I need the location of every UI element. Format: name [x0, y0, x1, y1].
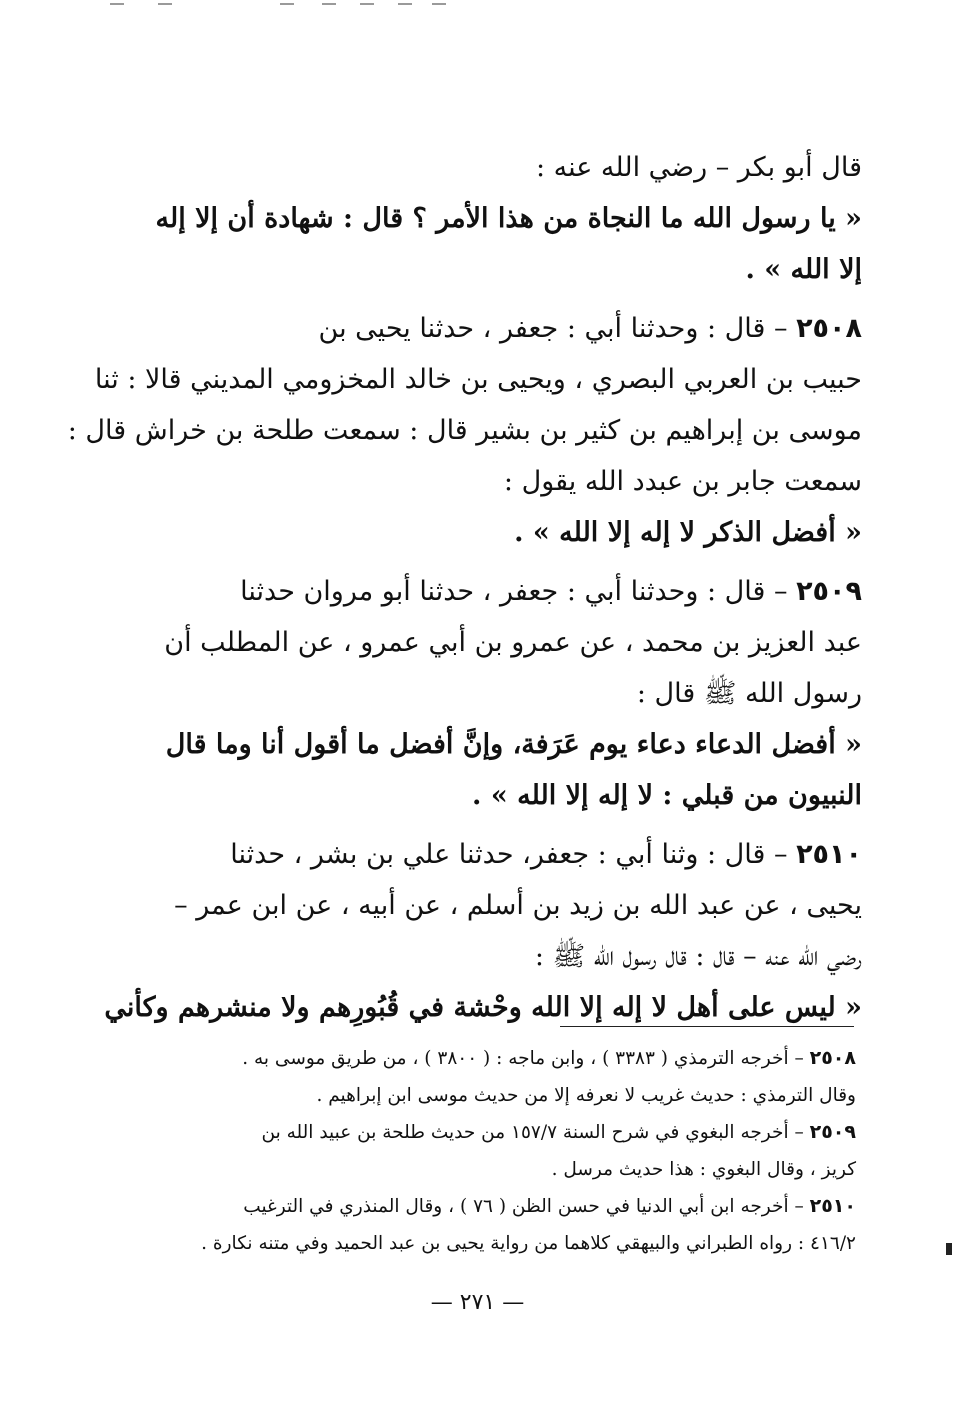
footnote-2509 — [108, 1114, 856, 1151]
footnote-2508 — [108, 1040, 856, 1077]
body-line: رضي الله عنه – قال : قال رسول الله ﷺ : — [534, 941, 862, 972]
footnote-number: ٢٥٠٩ — [809, 1121, 856, 1143]
body-line: عبد العزيز بن محمد ، عن عمرو بن أبي عمرو ، عن المطلب أن — [164, 627, 862, 658]
footnote-text: – أخرجه البغوي في شرح السنة ١٥٧/٧ من حديث طلحة بن عبيد الله بن — [261, 1122, 810, 1143]
body-line: موسى بن إبراهيم بن كثير بن بشير قال : سمعت طلحة بن خراش قال : — [67, 415, 862, 446]
page-number: — ٢٧١ — — [430, 1290, 525, 1315]
footnote-number: ٢٥٠٨ — [809, 1047, 856, 1069]
footnote-separator — [560, 1026, 854, 1027]
footnote-line: كريز ، وقال البغوي : هذا حديث مرسل . — [551, 1159, 856, 1180]
quote-line: « ليس على أهل لا إله إلا الله وحْشة في قُبُورِهم ولا منشرهم وكأني — [104, 992, 862, 1023]
hadith-2508-line — [162, 303, 862, 354]
scan-artifact-marks — [110, 0, 450, 8]
hadith-number: ٢٥١٠ — [796, 839, 862, 870]
footnotes — [108, 1040, 856, 1262]
footnote-number: ٢٥١٠ — [809, 1195, 856, 1217]
hadith-2510-line — [162, 829, 862, 880]
hadith-2509-line — [162, 566, 862, 617]
hadith-text: – قال : وثنا أبي : جعفر، حدثنا علي بن بشر ، حدثنا — [230, 839, 797, 870]
main-text — [67, 142, 862, 1033]
quote-line: النبيون من قبلي : لا إله إلا الله » . — [472, 780, 862, 811]
body-line: سمعت جابر بن عبدد الله يقول : — [503, 466, 862, 497]
quote-line: إلا الله » . — [745, 254, 862, 285]
quote-line: « يا رسول الله ما النجاة من هذا الأمر ؟ قال : شهادة أن إلا إله — [155, 203, 862, 234]
hadith-number: ٢٥٠٩ — [796, 576, 862, 607]
footnote-line: وقال الترمذي : حديث غريب لا نعرفه إلا من حديث موسى ابن إبراهيم . — [316, 1085, 856, 1106]
footnote-line: ٤١٦/٢ : رواه الطبراني والبيهقي كلاهما من رواية يحيى بن عبد الحميد وفي متنه نكارة . — [201, 1233, 856, 1254]
footnote-text: – أخرجه الترمذي ( ٣٣٨٣ ) ، وابن ماجه : ( ٣٨٠٠ ) ، من طريق موسى به . — [242, 1048, 810, 1069]
quote-line: « أفضل الدعاء دعاء يوم عَرَفة، وإنَّ أفضل ما أقول أنا وما قال — [165, 729, 862, 760]
body-line-1: قال أبو بكر – رضي الله عنه : — [535, 152, 862, 183]
hadith-text: – قال : وحدثنا أبي : جعفر ، حدثنا أبو مروان حدثنا — [240, 576, 797, 607]
body-line: حبيب بن العربي البصري ، ويحيى بن خالد المخزومي المديني قالا : ثنا — [94, 364, 862, 395]
hadith-text: – قال : وحدثنا أبي : جعفر ، حدثنا يحيى بن — [318, 313, 797, 344]
body-line: يحيى ، عن عبد الله بن زيد بن أسلم ، عن أبيه ، عن ابن عمر – — [174, 890, 862, 921]
quote-line: « أفضل الذكر لا إله إلا الله » . — [514, 517, 862, 548]
body-line: رسول الله ﷺ قال : — [636, 678, 862, 709]
hadith-number: ٢٥٠٨ — [796, 313, 862, 344]
footnote-2510 — [108, 1188, 856, 1225]
footnote-text: – أخرجه ابن أبي الدنيا في حسن الظن ( ٧٦ ) ، وقال المنذري في الترغيب — [243, 1196, 810, 1217]
scan-edge-mark — [946, 1243, 952, 1255]
